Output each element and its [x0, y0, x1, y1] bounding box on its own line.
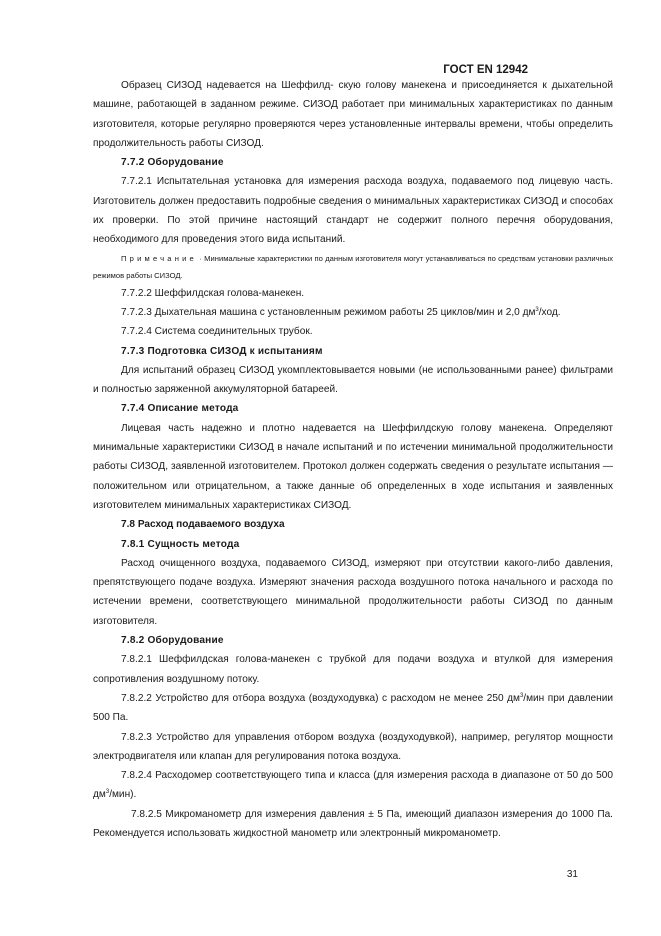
superscript: 3	[535, 306, 539, 313]
note-label: Примечание	[121, 253, 197, 263]
heading-7-7-4: 7.7.4 Описание метода	[121, 403, 239, 415]
note-text: · Минимальные характеристики по данным изготовителя могут устанавливаться по средствам установки различных режимов работы СИЗОД.	[93, 253, 613, 280]
paragraph-7-8-2-2	[93, 689, 613, 728]
paragraph-7-8-2-5: 7.8.2.5 Микроманометр для измерения давления ± 5 Па, имеющий диапазон измерения до 1000 Па. Рекомендуется использовать жидкостной манометр или электронный микроманометр.	[93, 808, 613, 839]
paragraph-7-7-2-4: 7.7.2.4 Система соединительных трубок.	[121, 326, 313, 338]
document-body	[93, 76, 613, 843]
paragraph-7-8-2-3: 7.8.2.3 Устройство для управления отбором воздуха (воздуходувкой), например, регулятор мощности электродвигателя или клапан для регулирования потока воздуха.	[93, 731, 613, 762]
page-number: 31	[566, 869, 578, 880]
paragraph-7-8-1: Расход очищенного воздуха, подаваемого СИЗОД, измеряют при отсутствии какого-либо давления, препятствующего подаче воздуха. Измеряют значения расхода воздушного потока начального и расхода по истечении времени, соответствующего минимальной продолжительности работы СИЗОД по данным изготовителя.	[93, 557, 613, 627]
text-part: /мин при давлении 500 Па.	[93, 692, 613, 724]
heading-7-8: 7.8 Расход подаваемого воздуха	[121, 519, 285, 531]
paragraph-7-8-2-4	[93, 766, 613, 805]
heading-7-8-2: 7.8.2 Оборудование	[121, 635, 224, 647]
heading-7-7-3: 7.7.3 Подготовка СИЗОД к испытаниям	[121, 345, 323, 357]
document-header: ГОСТ EN 12942	[443, 64, 528, 76]
paragraph-7-7-4: Лицевая часть надежно и плотно надевается на Шеффилдскую голову манекена. Определяют минимальные характеристики СИЗОД в начале испытаний и по истечении минимальной продолжительности работы СИЗОД, заявленной изготовителем. Протокол должен содержать сведения о результате испытания — положительном или отрицательном, а также данные об определенных в ходе испытания и заявленных изготовителем минимальных характеристиках СИЗОД.	[93, 422, 613, 511]
superscript: 3	[519, 692, 524, 699]
text-part: /ход.	[538, 306, 561, 318]
heading-7-7-2: 7.7.2 Оборудование	[121, 157, 224, 169]
text-part: 7.8.2.2 Устройство для отбора воздуха (воздуходувка) с расходом не менее 250 дм	[121, 692, 520, 704]
paragraph-7-7-2-1: 7.7.2.1 Испытательная установка для измерения расхода воздуха, подаваемого под лицевую часть. Изготовитель должен предоставить подробные сведения о минимальных характеристиках СИЗОД и способах их проверки. По этой причине настоящий стандарт не содержит полного перечня оборудования, необходимого для проведения этого вида испытаний.	[93, 176, 613, 246]
text-part: 7.7.2.3 Дыхательная машина с установленным режимом работы 25 циклов/мин и 2,0 дм	[121, 306, 536, 318]
text-part: /мин).	[109, 789, 137, 801]
heading-7-8-1: 7.8.1 Сущность метода	[121, 538, 240, 550]
text-part: 7.8.2.4 Расходомер соответствующего типа и класса (для измерения расхода в диапазоне от 50 до 500 дм	[93, 770, 613, 801]
paragraph-intro: Образец СИЗОД надевается на Шеффилд- скую голову манекена и присоединяется к дыхательной машине, работающей в заданном режиме. СИЗОД работает при минимальных характеристиках по данным изготовителя, которые регулярно проверяются через установленные интервалы времени, чтобы определить продолжительность работы СИЗОД.	[93, 80, 613, 149]
superscript: 3	[105, 789, 110, 796]
paragraph-7-7-2-3	[93, 303, 613, 322]
paragraph-7-7-2-2: 7.7.2.2 Шеффилдская голова-манекен.	[121, 287, 305, 299]
paragraph-7-8-2-1: 7.8.2.1 Шеффилдская голова-манекен с трубкой для подачи воздуха и втулкой для измерения сопротивления воздушному потоку.	[93, 654, 613, 685]
note	[93, 250, 613, 284]
paragraph-7-7-3: Для испытаний образец СИЗОД укомплектовывается новыми (не использованными ранее) фильтрами и полностью заряженной аккумуляторной батареей.	[93, 364, 613, 396]
